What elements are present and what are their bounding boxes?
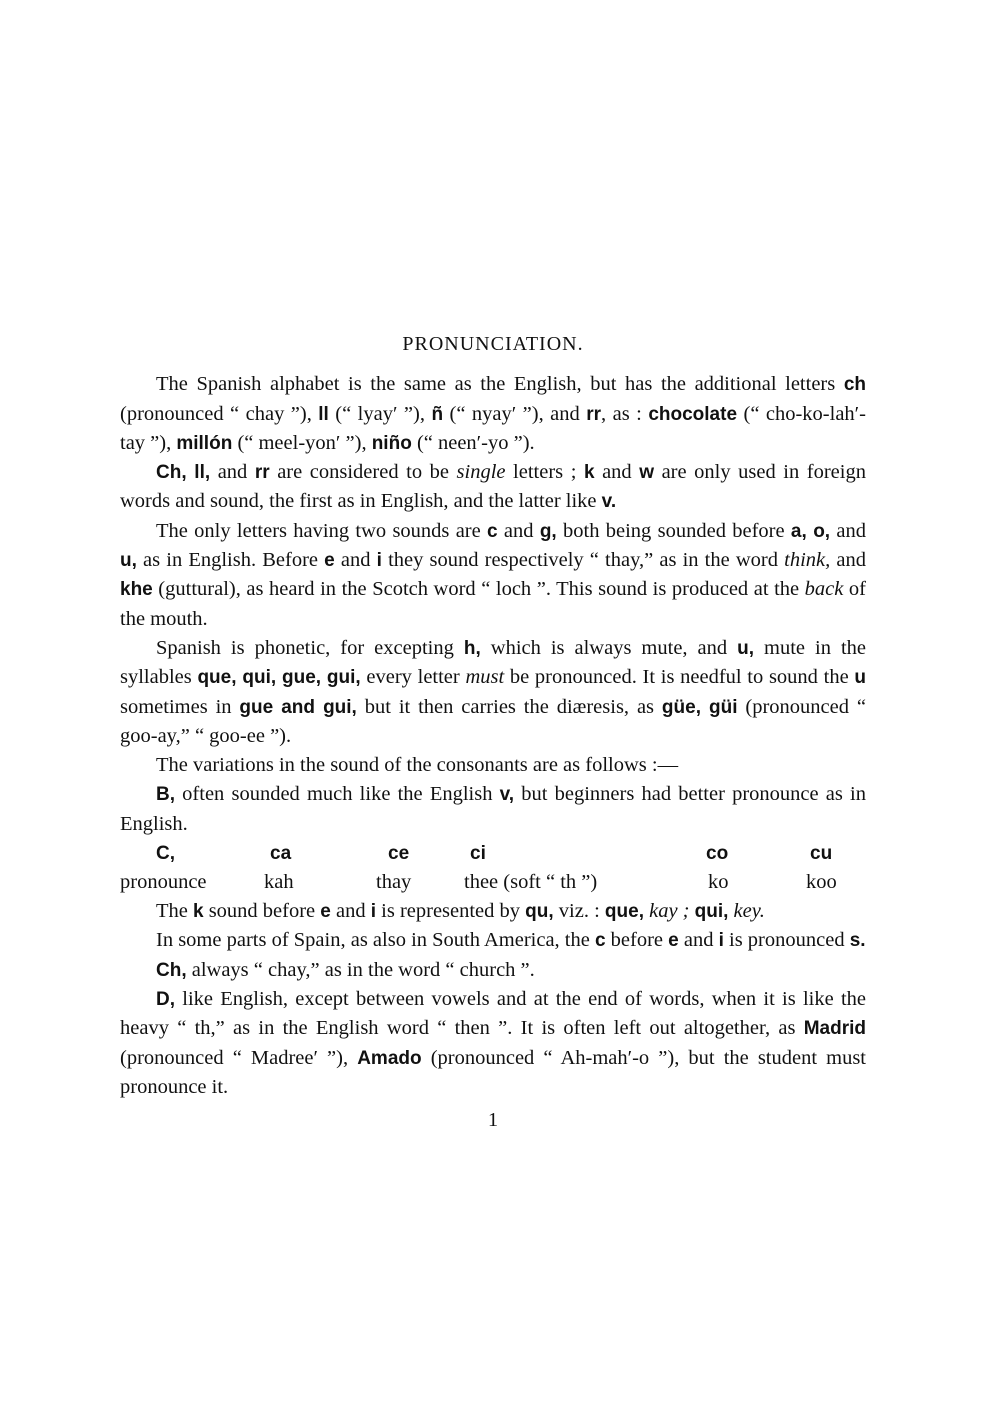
bold-term: qui, [694,901,729,923]
text: , as : [601,402,649,425]
text: often sounded much like the English [175,783,500,806]
text: and [678,929,719,952]
text: In some parts of Spain, as also in South America, the [156,929,595,952]
bold-term: c [594,930,606,952]
bold-term: a, o, [790,520,831,542]
text: are only used in foreign words and sound, the first as in English, and the latter like [120,461,866,513]
italic-term: single [456,461,506,484]
table-cell: C, [156,843,175,865]
bold-term: i [370,901,377,923]
table-cell: ce [388,843,410,865]
paragraph-variations: The variations in the sound of the consonants are as follows :— [156,754,679,777]
table-cell: ko [708,871,729,894]
text: and [210,461,255,484]
paragraph-two-sounds [120,517,866,634]
bold-term: h, [463,637,481,659]
text: and [830,549,866,572]
text: (“ neen′-yo ”). [411,431,535,454]
bold-term: qu, [525,901,554,923]
bold-term: rr [254,462,270,484]
text: like English, except between vowels and at the end of words, when it is like the heavy “ th,” as in the English word “ then ”. It is often left out altogether, as [120,987,866,1040]
text: they sound respectively “ thay,” as in the word [381,549,785,572]
paragraph-letter-ch [120,956,866,985]
bold-term: g, [539,520,557,542]
paragraph-letter-b [120,780,866,839]
text: mute in the syllables [120,636,866,689]
text: sometimes in [120,695,240,718]
bold-term: ll [318,403,329,425]
text: be pronounced. It is needful to sound the [504,666,855,689]
paragraph-south-america [120,926,866,955]
table-cell: pronounce [120,871,207,894]
text: (“ meel-yon′ ”), [232,431,372,454]
text: (pronounced “ goo-ay,” “ goo-ee ”). [120,695,866,747]
paragraph-single-letters [120,458,866,517]
text: is represented by [376,900,526,923]
bold-term: niño [371,432,412,454]
text: (“ lyay′ ”), [328,402,432,425]
text: always “ chay,” as in the word “ church ”. [186,958,535,981]
bold-term: e [324,550,335,572]
bold-term: i [718,930,724,952]
bold-term: v. [601,491,617,513]
paragraph-phonetic [120,634,866,751]
text: and [334,549,377,572]
bold-term: Ch, [156,959,187,981]
italic-term: back [804,578,844,601]
bold-term: w [639,462,655,484]
bold-term: k [193,901,204,923]
bold-term: s. [849,930,866,952]
table-cell: ca [270,843,292,865]
table-cell: kah [264,871,294,894]
bold-term: e [668,930,679,952]
c-pronunciation-table [120,839,866,897]
page-body [120,330,866,1135]
bold-term: que, qui, gue, gui, [197,667,361,689]
table-cell: koo [806,871,837,894]
italic-term: think, [784,549,831,572]
italic-term: kay ; [649,900,690,923]
text: but it then carries the diæresis, as [356,695,662,718]
text: is pronounced [723,929,850,952]
italic-term: key. [733,900,765,923]
text: of the mouth. [120,578,867,630]
text: sound before [203,900,321,923]
paragraph-alphabet [120,370,866,458]
text: The Spanish alphabet is the same as the English, but has the additional letters [156,373,844,396]
italic-term: must [465,666,505,689]
table-cell: co [706,843,729,865]
text: (“ cho-ko-lah′-tay ”), [120,402,866,454]
table-cell: thee (soft “ th ”) [464,871,598,894]
paragraph-letter-d [120,985,866,1102]
text: (guttural), as heard in the Scotch word “ loch ”. This sound is produced at the [152,578,805,601]
page-number: 1 [487,1109,499,1132]
bold-term: millón [176,432,233,454]
text: and [497,519,540,542]
bold-term: u [854,667,866,689]
text: but beginners had better pronounce as in English. [120,783,866,835]
text: (pronounced “ chay ”), [120,402,319,425]
bold-term: gue and gui, [239,696,357,718]
text: (pronounced “ Ah-mah′-o ”), but the student must pronounce it. [120,1046,867,1098]
bold-term: B, [156,784,175,806]
text: every letter [360,666,466,689]
bold-term: güe, güi [661,696,738,718]
text: and [330,900,371,923]
bold-term: e [320,901,331,923]
bold-term: c [487,520,498,542]
table-cell: ci [470,843,486,865]
text: (“ nyay′ ”), and [443,402,587,425]
paragraph-k-sound [120,897,866,926]
bold-term: k [583,462,595,484]
text: as in English. Before [136,549,325,572]
text: before [605,929,669,952]
bold-term: D, [156,988,175,1010]
text: viz. : [553,900,605,923]
text: both being sounded before [556,519,791,542]
bold-term: ch [843,374,866,396]
bold-term: Ch, ll, [156,462,211,484]
table-cell: thay [376,871,412,894]
bold-term: khe [120,579,153,601]
page-title: PRONUNCIATION. [402,333,584,355]
bold-term: ñ [431,403,444,425]
text: which is always mute, and [480,636,738,659]
bold-term: rr [586,403,602,425]
bold-term: chocolate [648,403,738,425]
bold-term: i [376,550,382,572]
bold-term: u, [120,550,137,572]
text: and [830,519,866,542]
table-cell: cu [810,843,833,865]
bold-term: Madrid [803,1018,866,1040]
text: The only letters having two sounds are [156,519,488,542]
text: (pronounced “ Madree′ ”), [120,1046,358,1069]
bold-term: u, [737,637,755,659]
text: Spanish is phonetic, for excepting [156,636,464,659]
bold-term: Amado [357,1047,422,1069]
text: letters ; [505,461,584,484]
text: and [594,461,640,484]
text: are considered to be [269,461,457,484]
bold-term: v, [499,784,515,806]
bold-term: que, [604,901,644,923]
text: The [156,900,193,923]
